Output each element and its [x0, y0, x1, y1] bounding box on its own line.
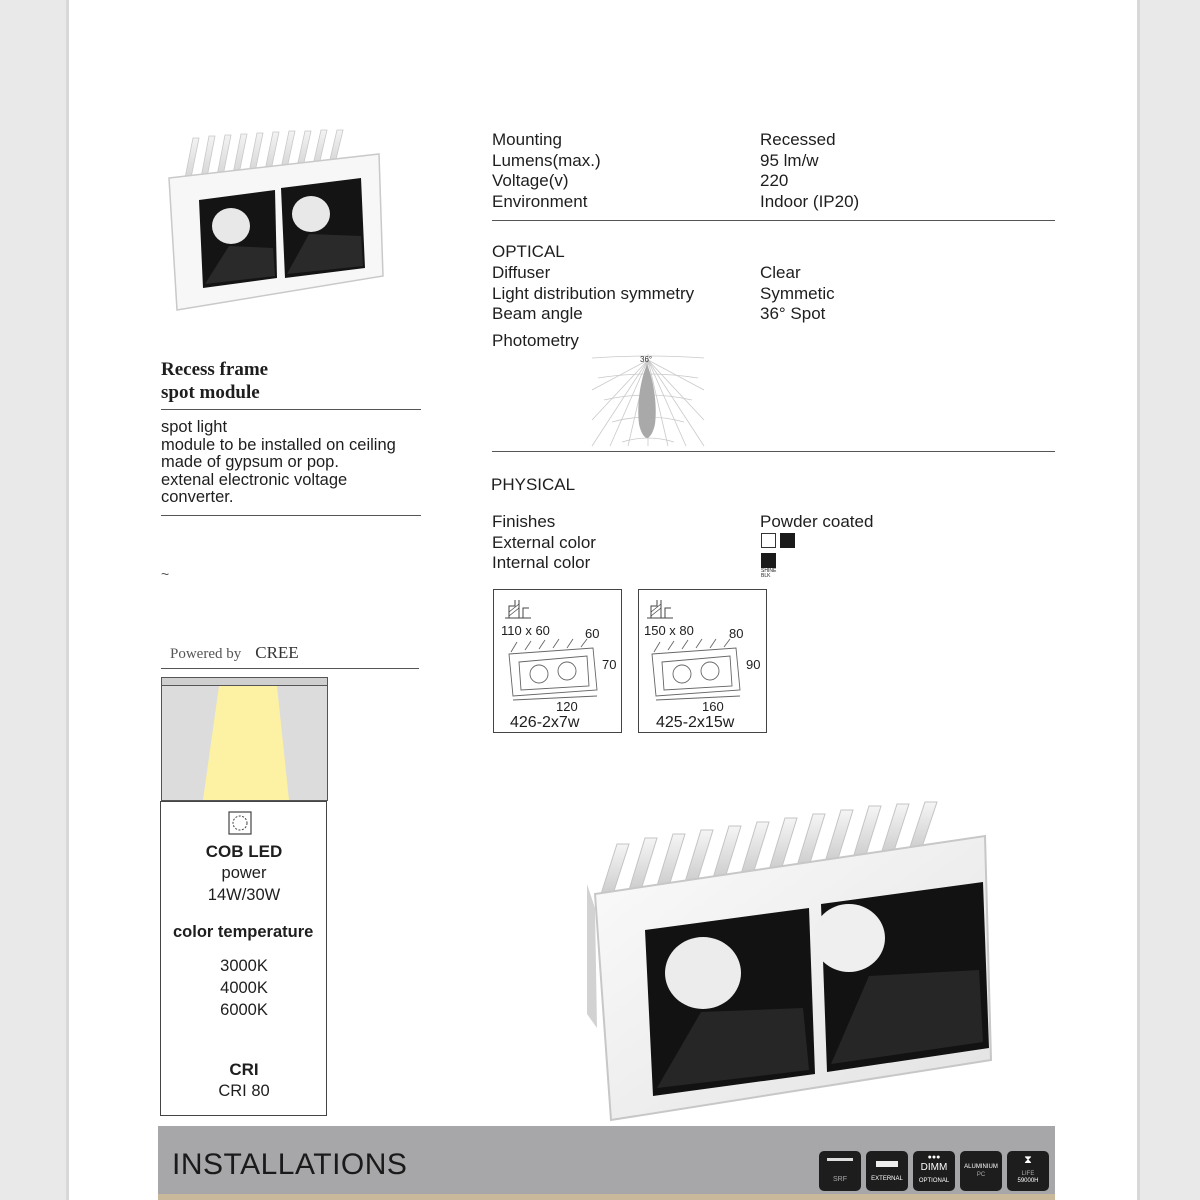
cri-label: CRI — [229, 1060, 259, 1079]
optical-label-diffuser: Diffuser — [492, 263, 551, 282]
optical-value-diffuser: Clear — [760, 263, 801, 282]
spec-label-environment: Environment — [492, 191, 588, 211]
optical-value-beam-angle: 36° Spot — [760, 304, 826, 323]
physical-label-finishes: Finishes — [492, 512, 556, 531]
model-425-depth: 80 — [729, 626, 744, 641]
model-425-drawing — [644, 638, 744, 702]
model-card-425 — [638, 589, 767, 733]
cree-brand: CREE — [255, 643, 299, 662]
model-425-width: 160 — [702, 699, 724, 714]
photometry-label: Photometry — [492, 331, 579, 350]
color-temperature-label: color temperature — [173, 923, 314, 941]
optical-heading: OPTICAL — [492, 242, 565, 261]
spec-value-mounting: Recessed — [760, 130, 836, 149]
life-label: LIFE — [1021, 1171, 1035, 1177]
model-426-height: 70 — [602, 657, 617, 672]
model-425-height: 90 — [746, 657, 761, 672]
physical-value-finishes: Powder coated — [760, 512, 874, 531]
photometry-angle-label: 36° — [640, 355, 653, 364]
optical-label-beam-angle: Beam angle — [492, 304, 583, 323]
internal-swatch-caption-line: BLK — [761, 573, 771, 579]
model-426-cutout: 110 x 60 — [501, 623, 550, 638]
srf-glyph — [827, 1158, 853, 1161]
product-title-line-2: spot module — [161, 382, 260, 403]
product-title — [161, 358, 268, 404]
photometry-polar-diagram — [590, 350, 706, 448]
optical-label-symmetry: Light distribution symmetry — [492, 283, 695, 303]
product-main-image — [577, 798, 995, 1124]
external-driver-icon — [866, 1151, 908, 1191]
spec-value-voltage: 220 — [760, 171, 789, 190]
description-divider — [161, 515, 421, 516]
optical-value-symmetry: Symmetic — [760, 283, 835, 303]
aluminium-icon — [960, 1151, 1002, 1191]
model-426-depth: 60 — [585, 626, 600, 641]
model-426-drawing — [501, 638, 601, 702]
physical-heading: PHYSICAL — [491, 475, 576, 494]
product-title-line-1: Recess frame — [161, 359, 269, 380]
installations-title: INSTALLATIONS — [172, 1148, 408, 1181]
external-label: EXTERNAL — [871, 1176, 903, 1182]
powered-divider — [161, 668, 419, 669]
physical-label-external-color: External color — [492, 532, 596, 552]
model-425-cutout: 150 x 80 — [644, 623, 694, 638]
led-info-box — [160, 801, 327, 1116]
spec-value-environment: Indoor (IP20) — [760, 191, 860, 211]
internal-swatch-caption — [761, 569, 776, 579]
dimm-label: DIMM — [920, 1162, 948, 1173]
internal-swatch-caption-line: SHINE — [761, 568, 777, 574]
spec-label-lumens: Lumens(max.) — [492, 150, 601, 170]
dimm-dots: ●●● — [927, 1154, 941, 1161]
hourglass-glyph: ⧗ — [1024, 1154, 1032, 1166]
title-divider — [161, 409, 421, 410]
spec-label-voltage: Voltage(v) — [492, 171, 569, 190]
life-hourglass-icon — [1007, 1151, 1049, 1191]
cutout-icon — [503, 596, 533, 620]
cob-chip-icon — [228, 811, 252, 835]
product-description — [161, 419, 396, 507]
spec-value-lumens: 95 lm/w — [760, 150, 819, 170]
aluminium-label: ALUMINIUM — [964, 1164, 998, 1170]
description-line: module to be installed on ceiling — [161, 435, 396, 454]
model-card-426 — [493, 589, 622, 733]
physical-label-internal-color: Internal color — [492, 553, 591, 572]
optical-divider — [492, 451, 1055, 452]
powered-by-label: Powered by — [170, 646, 242, 662]
external-color-white-swatch — [761, 533, 776, 548]
specs-divider — [492, 220, 1055, 221]
power-value: 14W/30W — [207, 886, 281, 904]
spec-sheet-page — [66, 0, 1140, 1200]
model-426-code: 426-2x7w — [510, 714, 580, 731]
srf-icon — [819, 1151, 861, 1191]
model-426-width: 120 — [556, 699, 578, 714]
description-line: extenal electronic voltage — [161, 470, 348, 489]
life-hours: 59000H — [1017, 1178, 1039, 1184]
color-temp-4000k: 4000K — [220, 979, 268, 997]
stray-mark: ~ — [161, 566, 170, 582]
srf-label: SRF — [833, 1176, 847, 1183]
color-temp-6000k: 6000K — [220, 1001, 268, 1019]
dimm-sub-label: OPTIONAL — [918, 1178, 950, 1184]
banner-accent-strip — [158, 1194, 1055, 1200]
spec-label-mounting: Mounting — [492, 130, 562, 149]
product-thumbnail-image — [165, 128, 401, 314]
dimm-icon — [913, 1151, 955, 1191]
model-425-code: 425-2x15w — [656, 714, 735, 731]
external-color-black-swatch — [780, 533, 795, 548]
description-line: converter. — [161, 488, 234, 506]
internal-color-swatch — [761, 553, 776, 568]
led-type: COB LED — [205, 842, 283, 861]
light-beam-illustration — [161, 677, 329, 801]
external-glyph — [876, 1161, 898, 1167]
power-label: power — [221, 864, 267, 882]
cutout-icon — [645, 596, 675, 620]
cri-value: CRI 80 — [218, 1082, 270, 1100]
aluminium-sub-label: PC — [976, 1172, 986, 1178]
description-line: spot light — [161, 418, 228, 436]
color-temp-3000k: 3000K — [220, 957, 268, 975]
powered-by — [170, 643, 299, 663]
description-line: made of gypsum or pop. — [161, 453, 339, 471]
